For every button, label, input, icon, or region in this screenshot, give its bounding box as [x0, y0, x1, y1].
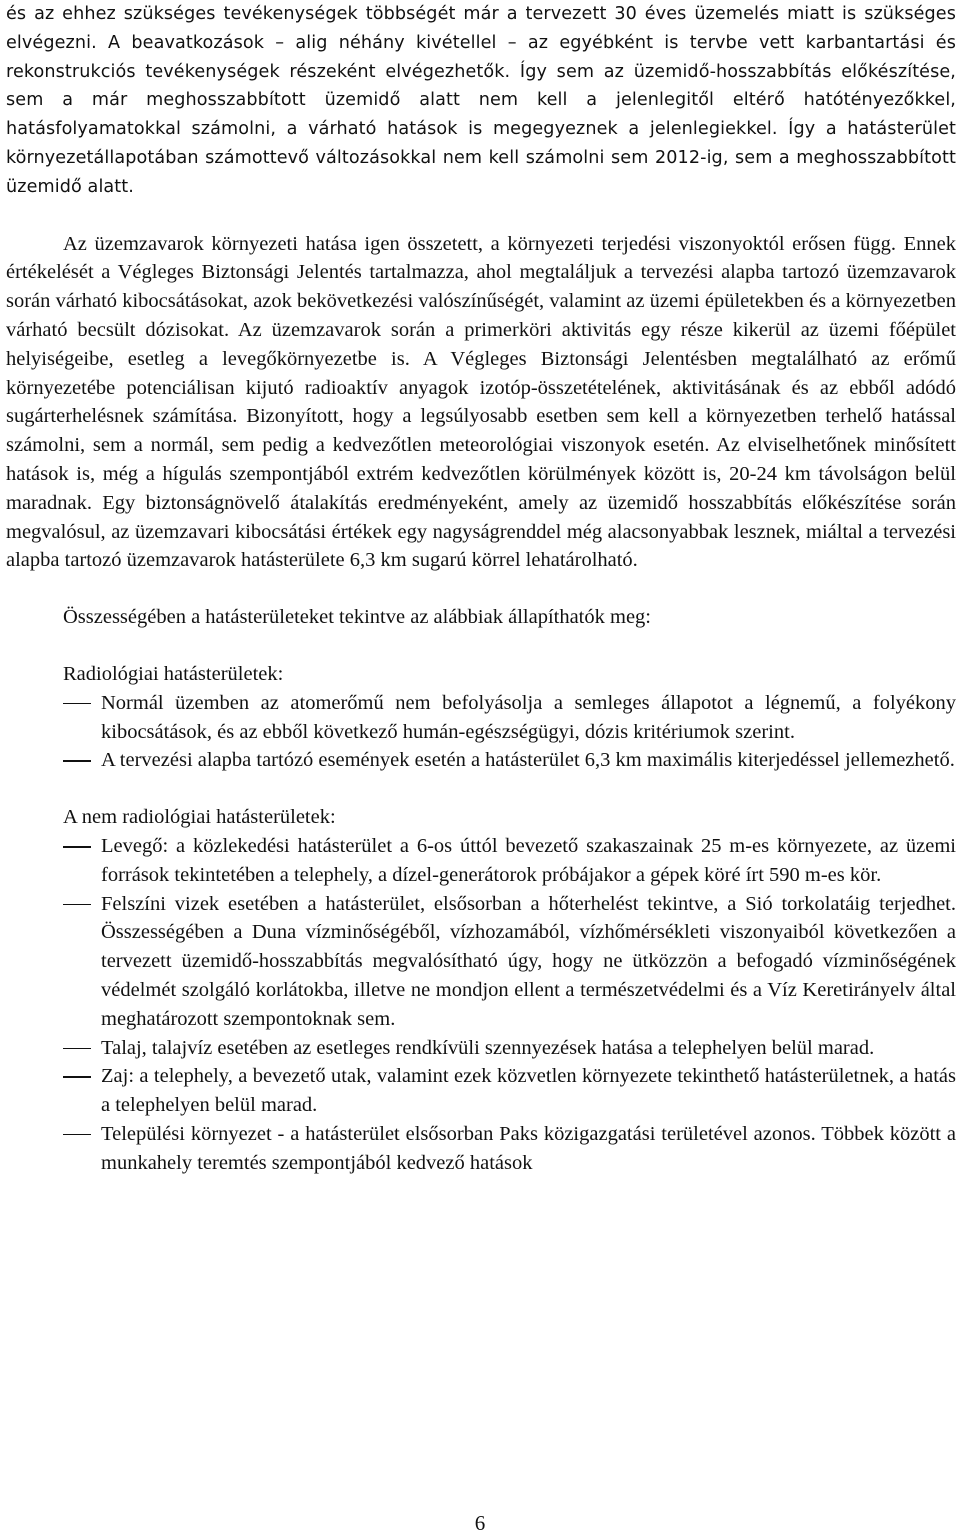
list-item: [6, 689, 956, 747]
list-item: [6, 890, 956, 1034]
paragraph-spacer: [6, 202, 956, 230]
summary-intro: Összességében a hatásterületeket tekintve az alábbiak állapíthatók meg:: [63, 606, 651, 629]
dash-bullet-icon: [63, 1134, 91, 1136]
list-item-text: Levegő: a közlekedési hatásterület a 6-os úttól bevezető szakaszainak 25 m-es környezete, az üzemi források tekintetében a telephely, a dízel-generátorok próbájakor a gépek köré írt 590 m-es kör.: [101, 834, 956, 886]
list-item-text: A tervezési alapba tartózó események esetén a hatásterület 6,3 km maximális kiterjedéssel jellemezhető.: [101, 749, 955, 772]
dash-bullet-icon: [63, 1048, 91, 1050]
dash-bullet-icon: [63, 904, 91, 906]
paragraph-spacer: [6, 632, 956, 660]
paragraph-spacer: [6, 775, 956, 803]
radiological-heading: Radiológiai hatásterületek:: [63, 662, 284, 685]
list-item: [6, 746, 956, 775]
dash-bullet-icon: [63, 846, 91, 848]
radiological-list: [6, 689, 956, 775]
non-radiological-heading: A nem radiológiai hatásterületek:: [63, 806, 336, 829]
dash-bullet-icon: [63, 703, 91, 705]
non-radiological-list: [6, 832, 956, 1178]
list-item-text: Zaj: a telephely, a bevezető utak, valamint ezek közvetlen környezete tekinthető hatásterületnek, a hatás a telephelyen belül marad.: [101, 1065, 956, 1117]
dash-bullet-icon: [63, 1076, 91, 1078]
document-page: [6, 0, 956, 1177]
list-item: [6, 832, 956, 890]
list-item-text: Települési környezet - a hatásterület elsősorban Paks közigazgatási területével azonos. Többek között a munkahely teremtés szempontjából kedvező hatások: [101, 1122, 956, 1174]
list-item-text: Felszíni vizek esetében a hatásterület, elsősorban a hőterhelést tekintve, a Sió torkolatáig terjedhet. Összességében a Duna vízminőségéből, vízhozamából, vízhőmérsékleti viszonyaiból következően a tervezett üzemidő-hosszabbítás megvalósítható úgy, hogy ne ütközzön a befogadó vízminőségének védelmét szolgáló korlátokba, illetve ne mondjon ellent a természetvédelmi és a Víz Keretirányelv által meghatározott szempontoknak sem.: [101, 892, 956, 1030]
paragraph-incidents: Az üzemzavarok környezeti hatása igen összetett, a környezeti terjedési viszonyoktól erősen függ. Ennek értékelését a Végleges Biztonsági Jelentés tartalmazza, ahol megtaláljuk a tervezési alapba tartozó üzemzavarok során várható kibocsátásokat, azok bekövetkezési valószínűségét, valamint az üzemi épületekben és a környezetben várható becsült dózisokat. Az üzemzavarok során a primerköri aktivitás egy része kikerül az üzemi főépület helyiségeibe, esetleg a levegőkörnyezetbe is. A Végleges Biztonsági Jelentésben megtalálható az erőmű környezetébe potenciálisan kijutó radioaktív anyagok izotóp-összetételének, aktivitásának és az ebből adódó sugárterhelésnek számítása. Bizonyított, hogy a legsúlyosabb esetben sem kell a környezetben terhelő hatással számolni, sem a normál, sem pedig a kedvezőtlen meteorológiai viszonyok esetén. Az elviselhetőnek minősített hatások is, még a hígulás szempontjából extrém kedvezőtlen körülmények között is, 20-24 km távolságon belül maradnak. Egy biztonságnövelő átalakítás eredményeként, amely az üzemidő hosszabbítás előkészítése során megvalósul, az üzemzavari kibocsátási értékek egy nagyságrenddel még alacsonyabbak lesznek, miáltal a tervezési alapba tartozó üzemzavarok hatásterülete 6,3 km sugarú körrel lehatárolható.: [6, 232, 956, 572]
dash-bullet-icon: [63, 760, 91, 762]
list-item-text: Normál üzemben az atomerőmű nem befolyásolja a semleges állapotot a légnemű, a folyékony kibocsátások, és az ebből következő humán-egészségügyi, dózis kritériumok szerint.: [101, 691, 956, 743]
list-item: [6, 1120, 956, 1178]
page-number: 6: [474, 1511, 486, 1535]
paragraph-spacer: [6, 575, 956, 603]
list-item: [6, 1062, 956, 1120]
list-item-text: Talaj, talajvíz esetében az esetleges rendkívüli szennyezések hatása a telephelyen belül marad.: [101, 1036, 875, 1059]
list-item: [6, 1034, 956, 1063]
paragraph-lifetime-extension: és az ehhez szükséges tevékenységek többségét már a tervezett 30 éves üzemelés miatt is szükséges elvégezni. A beavatkozások – alig néhány kivétellel – az egyébként is tervbe vett karbantartási és rekonstrukciós tevékenységek részeként elvégezhetők. Így sem az üzemidő-hosszabbítás előkészítése, sem a már meghosszabbított üzemidő alatt nem kell a jelenlegitől eltérő hatótényezőkkel, hatásfolyamatokkal számolni, a várható hatások is megegyeznek a jelenlegiekkel. Így a hatásterület környezetállapotában számottevő változásokkal nem kell számolni sem 2012-ig, sem a meghosszabbított üzemidő alatt.: [6, 4, 956, 197]
